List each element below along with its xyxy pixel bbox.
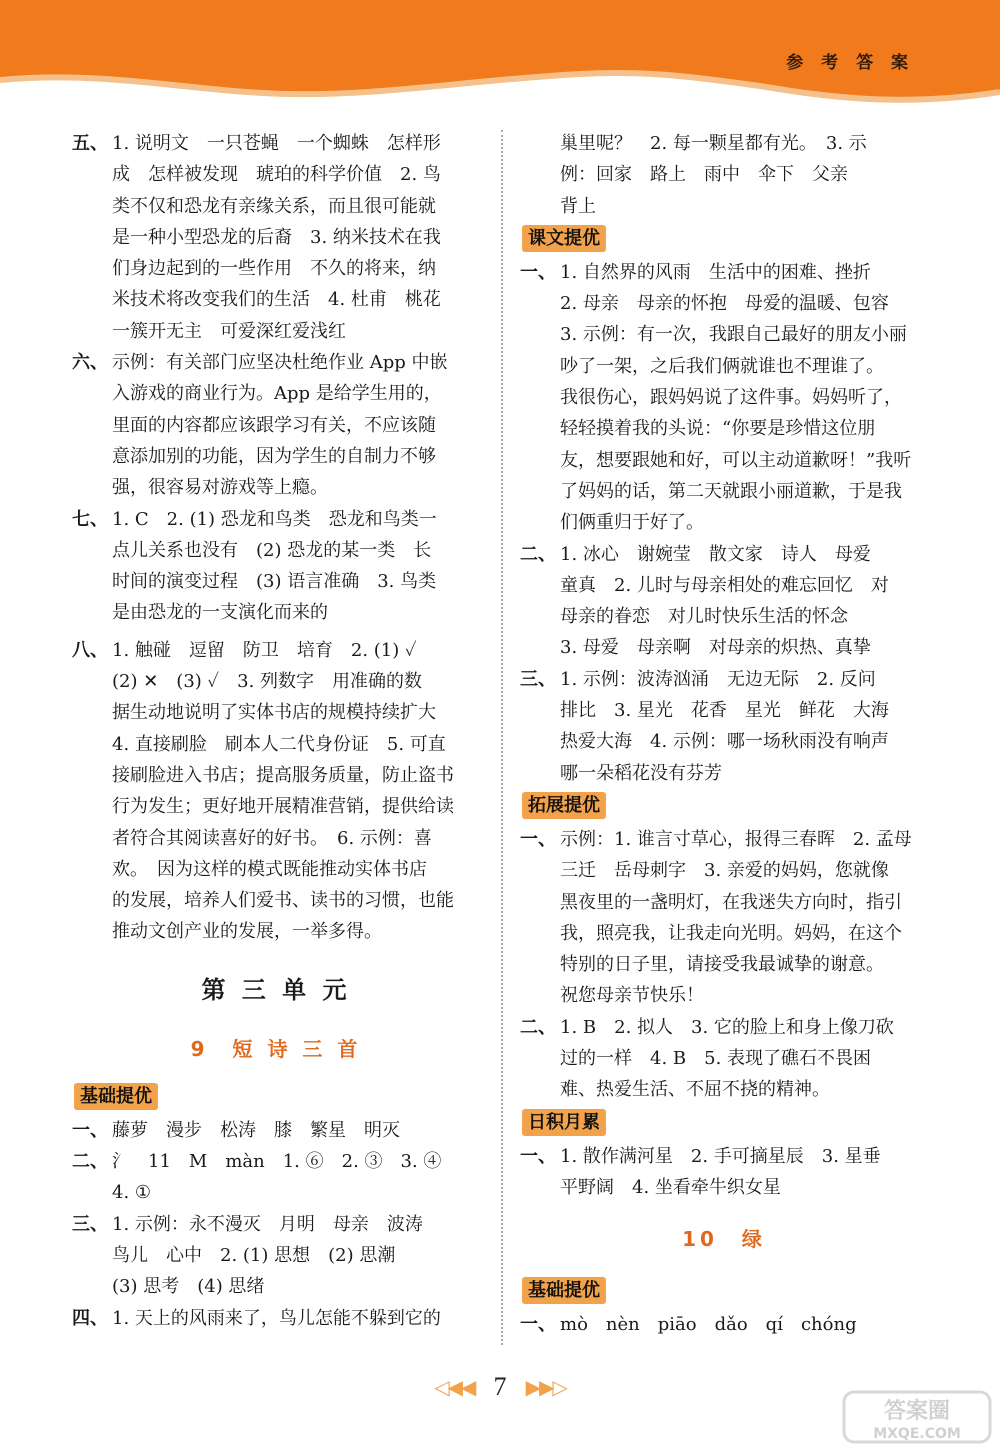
answer-line: 们身边起到的一些作用 不久的将来，纳 xyxy=(112,258,436,280)
answer-line: 童真 2. 儿时与母亲相处的难忘回忆 对 xyxy=(560,574,889,596)
answer-q5 xyxy=(72,128,480,347)
answer-number: 二、 xyxy=(520,1016,556,1038)
column-divider xyxy=(501,130,503,1345)
answer-line: 1. 天上的风雨来了，鸟儿怎能不躲到它的 xyxy=(112,1307,441,1329)
answer-line: 者符合其阅读喜好的好书。 6. 示例：喜 xyxy=(112,827,432,849)
answer-line: 1. B 2. 拟人 3. 它的脸上和身上像刀砍 xyxy=(560,1016,894,1038)
answer-line: 藤萝 漫步 松涛 膝 繁星 明灭 xyxy=(112,1119,400,1141)
answer-line: 了妈妈的话，第二天就跟小丽道歉，于是我 xyxy=(560,480,902,502)
answer-line: 接刷脸进入书店；提高服务质量，防止盗书 xyxy=(112,764,454,786)
answer-line: 的发展，培养人们爱书、读书的习惯，也能 xyxy=(112,890,454,912)
answer-line: 排比 3. 星光 花香 星光 鲜花 大海 xyxy=(560,700,889,722)
section-tag: 日积月累 xyxy=(522,1109,606,1136)
unit-title: 第 三 单 元 xyxy=(201,975,351,1004)
right-column xyxy=(520,128,928,1341)
answer-q7 xyxy=(72,504,480,629)
answer-line: 巢里呢？ 2. 每一颗星都有光。 3. 示 xyxy=(560,133,867,154)
answer-k3 xyxy=(520,664,928,789)
answer-number: 一、 xyxy=(72,1119,108,1141)
answer-line: 1. C 2. (1) 恐龙和鸟类 恐龙和鸟类一 xyxy=(112,508,437,530)
answer-number: 一、 xyxy=(520,261,556,283)
header-title: 参 考 答 案 xyxy=(786,53,914,73)
answer-line: 入游戏的商业行为。App 是给学生用的， xyxy=(112,383,442,405)
answer-number: 七、 xyxy=(72,508,108,530)
answer-line: 示例：有关部门应坚决杜绝作业 App 中嵌 xyxy=(112,352,448,374)
answer-number: 二、 xyxy=(520,543,556,565)
answer-line: 是一种小型恐龙的后裔 3. 纳米技术在我 xyxy=(112,226,441,248)
answer-line: 氵 11 M màn 1. ⑥ 2. ③ 3. ④ xyxy=(112,1151,442,1173)
answer-line: 成 怎样被发现 琥珀的科学价值 2. 鸟 xyxy=(112,164,441,186)
answer-line: 3. 示例：有一次，我跟自己最好的朋友小丽 xyxy=(560,324,907,346)
answer-line: 4. 直接刷脸 刷本人二代身份证 5. 可直 xyxy=(112,733,446,755)
answer-number: 六、 xyxy=(72,352,108,374)
answer-line: 们俩重归于好了。 xyxy=(560,512,704,534)
page-number: 7 xyxy=(493,1372,507,1401)
answer-line: 里面的内容都应该跟学习有关，不应该随 xyxy=(112,414,436,436)
answer-line: 1. 触碰 逗留 防卫 培育 2. (1) ✓ xyxy=(112,639,417,661)
answer-line: 据生动地说明了实体书店的规模持续扩大 xyxy=(112,702,436,724)
answer-b3 xyxy=(72,1209,480,1303)
answer-line: 欢。 因为这样的模式既能推动实体书店 xyxy=(112,858,427,880)
answer-line: 4. ① xyxy=(112,1182,152,1204)
answer-line: 我很伤心，跟妈妈说了这件事。妈妈听了， xyxy=(560,387,902,409)
lesson-title: 9 短 诗 三 首 xyxy=(190,1036,362,1061)
answer-line: 黑夜里的一盏明灯，在我迷失方向时，指引 xyxy=(560,891,902,913)
watermark-logo xyxy=(842,1388,992,1446)
answer-line: 2. 母亲 母亲的怀抱 母爱的温暖、包容 xyxy=(560,293,889,315)
answer-b2 xyxy=(72,1146,480,1209)
answer-b4 xyxy=(72,1303,480,1334)
answer-line: 强，很容易对游戏等上瘾。 xyxy=(112,477,328,499)
answer-number: 三、 xyxy=(72,1213,108,1235)
svg-text:答案圈: 答案圈 xyxy=(883,1399,951,1424)
answer-t1 xyxy=(520,824,928,1012)
answer-line: 推动文创产业的发展，一举多得。 xyxy=(112,921,382,943)
answer-line: 行为发生；更好地开展精准营销，提供给读 xyxy=(112,796,454,818)
answer-line: 类不仅和恐龙有亲缘关系，而且很可能就 xyxy=(112,195,436,217)
left-column xyxy=(72,128,480,1334)
answer-k2 xyxy=(520,539,928,664)
answer-line: (2) ✕ (3) ✓ 3. 列数字 用准确的数 xyxy=(112,671,423,693)
answer-line: 吵了一架，之后我们俩就谁也不理谁了。 xyxy=(560,355,884,377)
answer-number: 一、 xyxy=(520,828,556,850)
svg-text:MXQE.COM: MXQE.COM xyxy=(873,1426,961,1442)
section-tag: 基础提优 xyxy=(522,1277,606,1304)
answer-line: 1. 示例：永不漫灭 月明 母亲 波涛 xyxy=(112,1213,423,1235)
answer-line: 背上 xyxy=(560,195,596,217)
answer-line: 是由恐龙的一支演化而来的 xyxy=(112,602,328,624)
answer-number: 四、 xyxy=(72,1307,108,1329)
answer-k1 xyxy=(520,257,928,539)
answer-line: (3) 思考 (4) 思绪 xyxy=(112,1276,265,1298)
arrow-right-icon: ▶▶▷ xyxy=(525,1375,566,1399)
answer-line: 1. 散作满河星 2. 手可摘星辰 3. 星垂 xyxy=(560,1145,881,1167)
answer-line: 母亲的眷恋 对儿时快乐生活的怀念 xyxy=(560,606,848,628)
answer-line: 三迁 岳母刺字 3. 亲爱的妈妈，您就像 xyxy=(560,860,889,882)
answer-number: 一、 xyxy=(520,1314,556,1336)
answer-line: 平野阔 4. 坐看牵牛织女星 xyxy=(560,1176,781,1198)
answer-line: 我，照亮我，让我走向光明。妈妈，在这个 xyxy=(560,922,902,944)
answer-line: 例：回家 路上 雨中 伞下 父亲 xyxy=(560,164,848,186)
answer-line: 过的一样 4. B 5. 表现了礁石不畏困 xyxy=(560,1048,872,1070)
answer-r1 xyxy=(520,1141,928,1204)
answer-t2 xyxy=(520,1012,928,1106)
answer-continued xyxy=(520,128,928,222)
answer-line: 轻轻摸着我的头说：“你要是珍惜这位朋 xyxy=(560,418,876,440)
answer-line: 难、热爱生活、不屈不挠的精神。 xyxy=(560,1079,830,1101)
answer-q6 xyxy=(72,347,480,503)
answer-line: 示例：1. 谁言寸草心，报得三春晖 2. 孟母 xyxy=(560,828,912,850)
section-tag: 基础提优 xyxy=(74,1083,158,1110)
answer-line: 3. 母爱 母亲啊 对母亲的炽热、真挚 xyxy=(560,637,871,659)
answer-line: 祝您母亲节快乐！ xyxy=(560,985,704,1007)
answer-line: 意添加别的功能，因为学生的自制力不够 xyxy=(112,445,436,467)
lesson-title: 10 绿 xyxy=(682,1227,766,1252)
answer-line: 特别的日子里，请接受我最诚挚的谢意。 xyxy=(560,954,884,976)
answer-line: 友，想要跟她和好，可以主动道歉呀！”我听 xyxy=(560,449,912,471)
answer-line: 时间的演变过程 (3) 语言准确 3. 鸟类 xyxy=(112,571,437,593)
section-tag: 拓展提优 xyxy=(522,792,606,819)
answer-b1 xyxy=(72,1115,480,1146)
answer-line: 鸟儿 心中 2. (1) 思想 (2) 思潮 xyxy=(112,1244,396,1266)
answer-line: 热爱大海 4. 示例：哪一场秋雨没有响声 xyxy=(560,731,889,753)
answer-g1 xyxy=(520,1309,928,1340)
answer-line: 1. 说明文 一只苍蝇 一个蜘蛛 怎样形 xyxy=(112,133,441,154)
answer-number: 一、 xyxy=(520,1145,556,1167)
answer-number: 八、 xyxy=(72,639,108,661)
answer-line: 点儿关系也没有 (2) 恐龙的某一类 长 xyxy=(112,539,432,561)
answer-number: 二、 xyxy=(72,1151,108,1173)
answer-line: 1. 冰心 谢婉莹 散文家 诗人 母爱 xyxy=(560,543,871,565)
answer-q8 xyxy=(72,635,480,948)
answer-number: 五、 xyxy=(72,133,108,154)
answer-line: mò nèn piāo dǎo qí chóng xyxy=(560,1314,857,1336)
answer-line: 一簇开无主 可爱深红爱浅红 xyxy=(112,320,346,342)
section-tag: 课文提优 xyxy=(522,225,606,252)
arrow-left-icon: ◁◀◀ xyxy=(434,1375,475,1399)
answer-number: 三、 xyxy=(520,668,556,690)
answer-line: 米技术将改变我们的生活 4. 杜甫 桃花 xyxy=(112,289,441,311)
answer-line: 1. 自然界的风雨 生活中的困难、挫折 xyxy=(560,261,871,283)
answer-line: 哪一朵稻花没有芬芳 xyxy=(560,762,722,784)
answer-line: 1. 示例：波涛汹涌 无边无际 2. 反问 xyxy=(560,668,876,690)
